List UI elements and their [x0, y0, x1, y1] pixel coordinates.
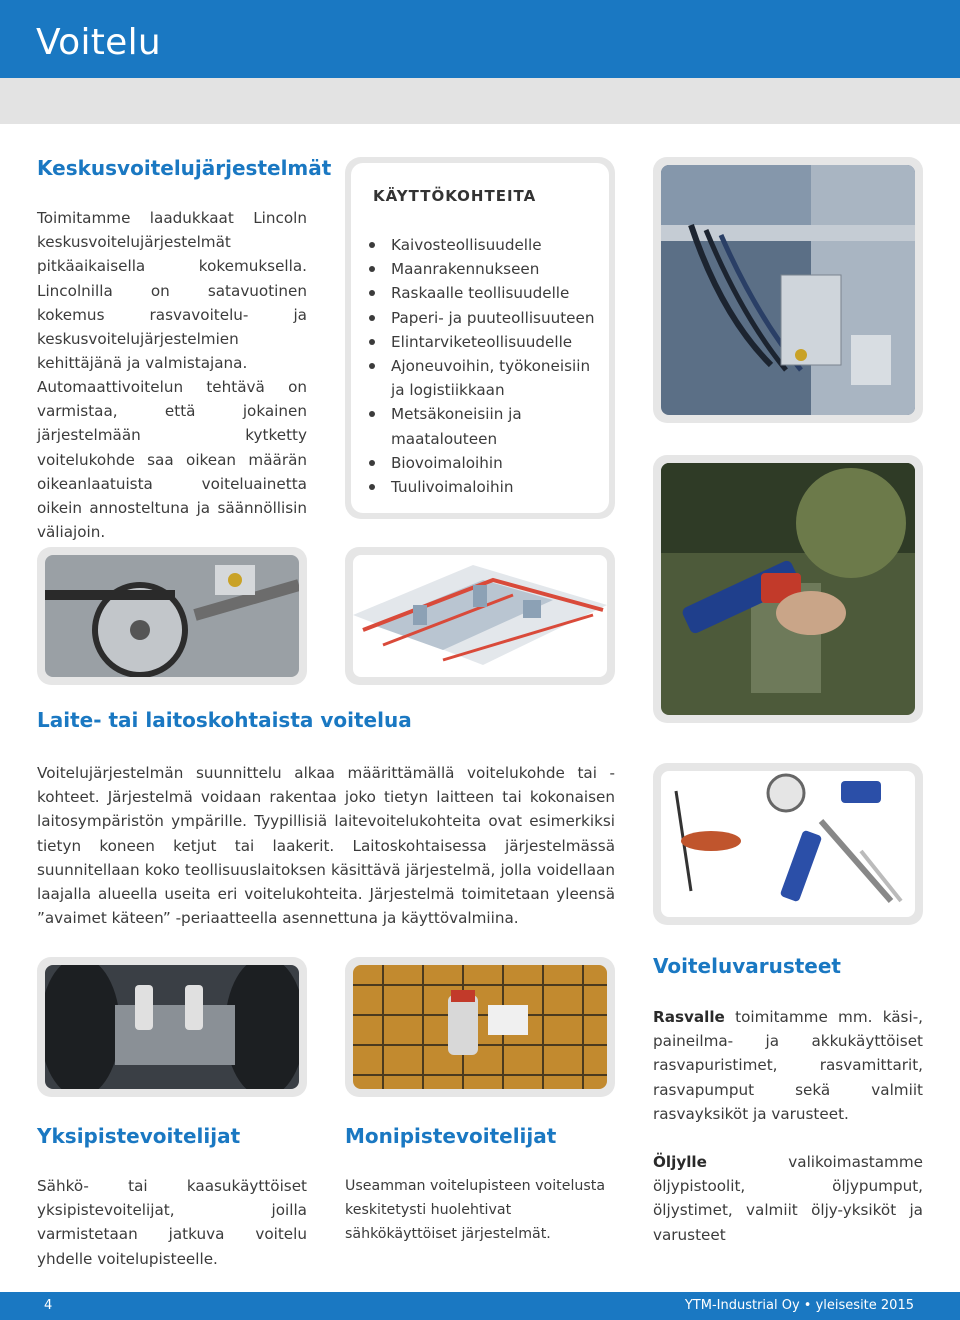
- plant-heading: Laite- tai laitoskohtaista voitelua: [37, 708, 412, 732]
- usecase-item: Kaivosteollisuudelle: [365, 233, 595, 257]
- lubrication-accessories-photo: [653, 763, 923, 925]
- grease-paragraph: [653, 1005, 923, 1126]
- usecase-item: Maanrakennukseen: [365, 257, 595, 281]
- footer-text: YTM-Industrial Oy • yleisesite 2015: [684, 1298, 914, 1313]
- usecase-list: [365, 233, 595, 499]
- usecase-item: Raskaalle teollisuudelle: [365, 281, 595, 305]
- intro-paragraph-1: Toimitamme laadukkaat Lincoln keskusvoitelujärjestelmät pitkäaikaisella kokemuksella. Lincolnilla on satavuotinen kokemus rasvavoitelu- ja keskusvoitelujärjestelmien kehittäjänä ja valmistajana.: [37, 209, 307, 373]
- intro-heading: Keskusvoitelujärjestelmät: [37, 156, 332, 180]
- oil-label: Öljylle: [653, 1153, 707, 1171]
- plant-paragraph: Voitelujärjestelmän suunnittelu alkaa määrittämällä voitelukohde tai -kohteet. Järjestelmä voidaan rakentaa joko tietyn laitteen tai kokonaisen laitosympäristön ympärille. Tyypillisiä laitevoitelukohteita ovat esimerkiksi tietyn koneen ketjut tai laakerit. Laitoskohtaisessa järjestelmässä suunnitellaan koko teollisuuslaitoksen käsittävä järjestelmä, jolla voidellaan laajalla alueella useita eri voitelukohteita. Järjestelmä toimitetaan yleensä ”avaimet käteen” -periaatteella asennettuna ja käyttövalmiina.: [37, 764, 615, 928]
- usecase-item: Tuulivoimaloihin: [365, 475, 595, 499]
- page-number: 4: [44, 1298, 53, 1313]
- single-point-lubricator-photo: [37, 957, 307, 1097]
- intro-paragraph-2: Automaattivoitelun tehtävä on varmistaa, että jokainen järjestelmään kytketty voitelukohde saa oikean määrän oikeanlaatuista voiteluainetta oikein annosteltuna ja säännöllisin väliajoin.: [37, 378, 307, 542]
- usecase-item: Ajoneuvoihin, työkoneisiin ja logistiikkaan: [365, 354, 595, 402]
- usecase-title: KÄYTTÖKOHTEITA: [373, 187, 537, 205]
- single-paragraph: Sähkö- tai kaasukäyttöiset yksipistevoitelijat, joilla varmistetaan jatkuva voitelu yhdelle voitelupisteelle.: [37, 1177, 307, 1268]
- single-heading: Yksipistevoitelijat: [37, 1124, 241, 1148]
- multi-heading: Monipistevoitelijat: [345, 1124, 557, 1148]
- accessories-heading: Voiteluvarusteet: [653, 954, 841, 978]
- page-title: Voitelu: [36, 22, 162, 63]
- grease-text: toimitamme mm. käsi-, paineilma- ja akkukäyttöiset rasvapuristimet, rasvamittarit, rasvapumput sekä valmiit rasvayksiköt ja varusteet.: [653, 1008, 924, 1123]
- chain-lubrication-photo: [37, 547, 307, 685]
- usecase-item: Biovoimaloihin: [365, 451, 595, 475]
- usecase-item: Paperi- ja puuteollisuuteen: [365, 306, 595, 330]
- multi-paragraph: Useamman voitelupisteen voitelusta keskitetysti huolehtivat sähkökäyttöiset järjestelmät.: [345, 1178, 606, 1243]
- grease-label: Rasvalle: [653, 1008, 725, 1026]
- usecase-item: Metsäkoneisiin ja maatalouteen: [365, 402, 535, 450]
- plant-layout-illustration: [345, 547, 615, 685]
- distributor-block-photo: [653, 157, 923, 423]
- header-bar: [0, 0, 960, 78]
- usecase-box: [345, 157, 615, 519]
- usecase-item: Elintarviketeollisuudelle: [365, 330, 595, 354]
- oil-text: valikoimastamme öljypistoolit, öljypumput, öljystimet, valmiit öljy-yksiköt ja varusteet: [653, 1153, 923, 1244]
- grease-gun-tractor-photo: [653, 455, 923, 723]
- header-band: [0, 78, 960, 124]
- multi-point-lubricator-photo: [345, 957, 615, 1097]
- oil-paragraph: [653, 1150, 923, 1247]
- footer-bar: [0, 1292, 960, 1320]
